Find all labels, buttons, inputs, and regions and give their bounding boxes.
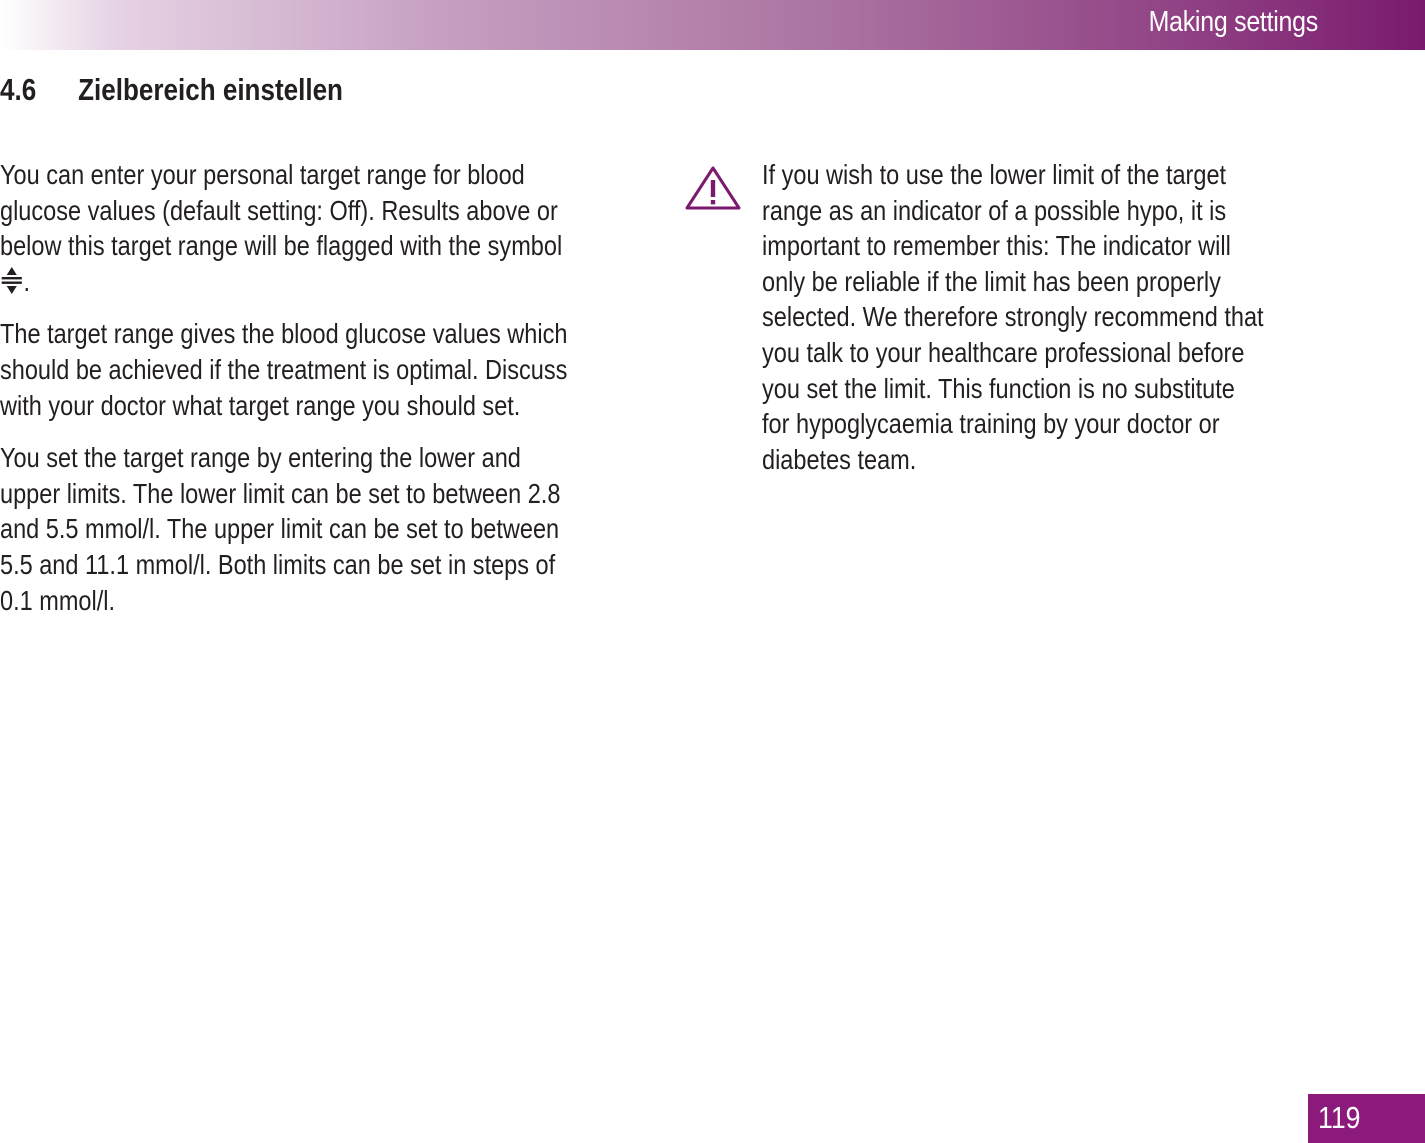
- header-bar: [0, 0, 1425, 50]
- page-number-tab: [1308, 1094, 1425, 1143]
- warning-triangle-icon: [684, 165, 742, 211]
- running-header-title: Making settings: [1148, 6, 1318, 38]
- target-range-flag-icon: [0, 265, 24, 295]
- section-heading: [0, 72, 343, 112]
- paragraph-1-end: .: [23, 265, 31, 297]
- section-number: 4.6: [0, 72, 37, 107]
- paragraph-1-text: You can enter your personal target range for blood glucose values (default setting: Off). Results above or below this target range will be flagged with the symbol: [0, 159, 563, 262]
- left-column: [0, 157, 748, 635]
- right-column: [762, 157, 1425, 494]
- paragraph-target-range-limits: You set the target range by entering the lower and upper limits. The lower limit can be set to between 2.8 and 5.5 mmol/l. The upper limit can be set to between 5.5 and 11.1 mmol/l. Both limits can be set in steps of 0.1 mmol/l.: [0, 442, 561, 616]
- warning-text: If you wish to use the lower limit of the target range as an indicator of a possible hypo, it is important to remember this: The indicator will only be reliable if the limit has been properly selected. We therefore strongly recommend that you talk to your healthcare professional before you set the limit. This function is no substitute for hypoglycaemia training by your doctor or diabetes team.: [762, 159, 1264, 475]
- paragraph-target-range-purpose: The target range gives the blood glucose values which should be achieved if the treatment is optimal. Discuss with your doctor what target range you should set.: [0, 318, 568, 421]
- page-number: 119: [1318, 1100, 1361, 1135]
- paragraph-target-range-intro: [0, 157, 748, 299]
- section-title: Zielbereich einstellen: [78, 72, 343, 107]
